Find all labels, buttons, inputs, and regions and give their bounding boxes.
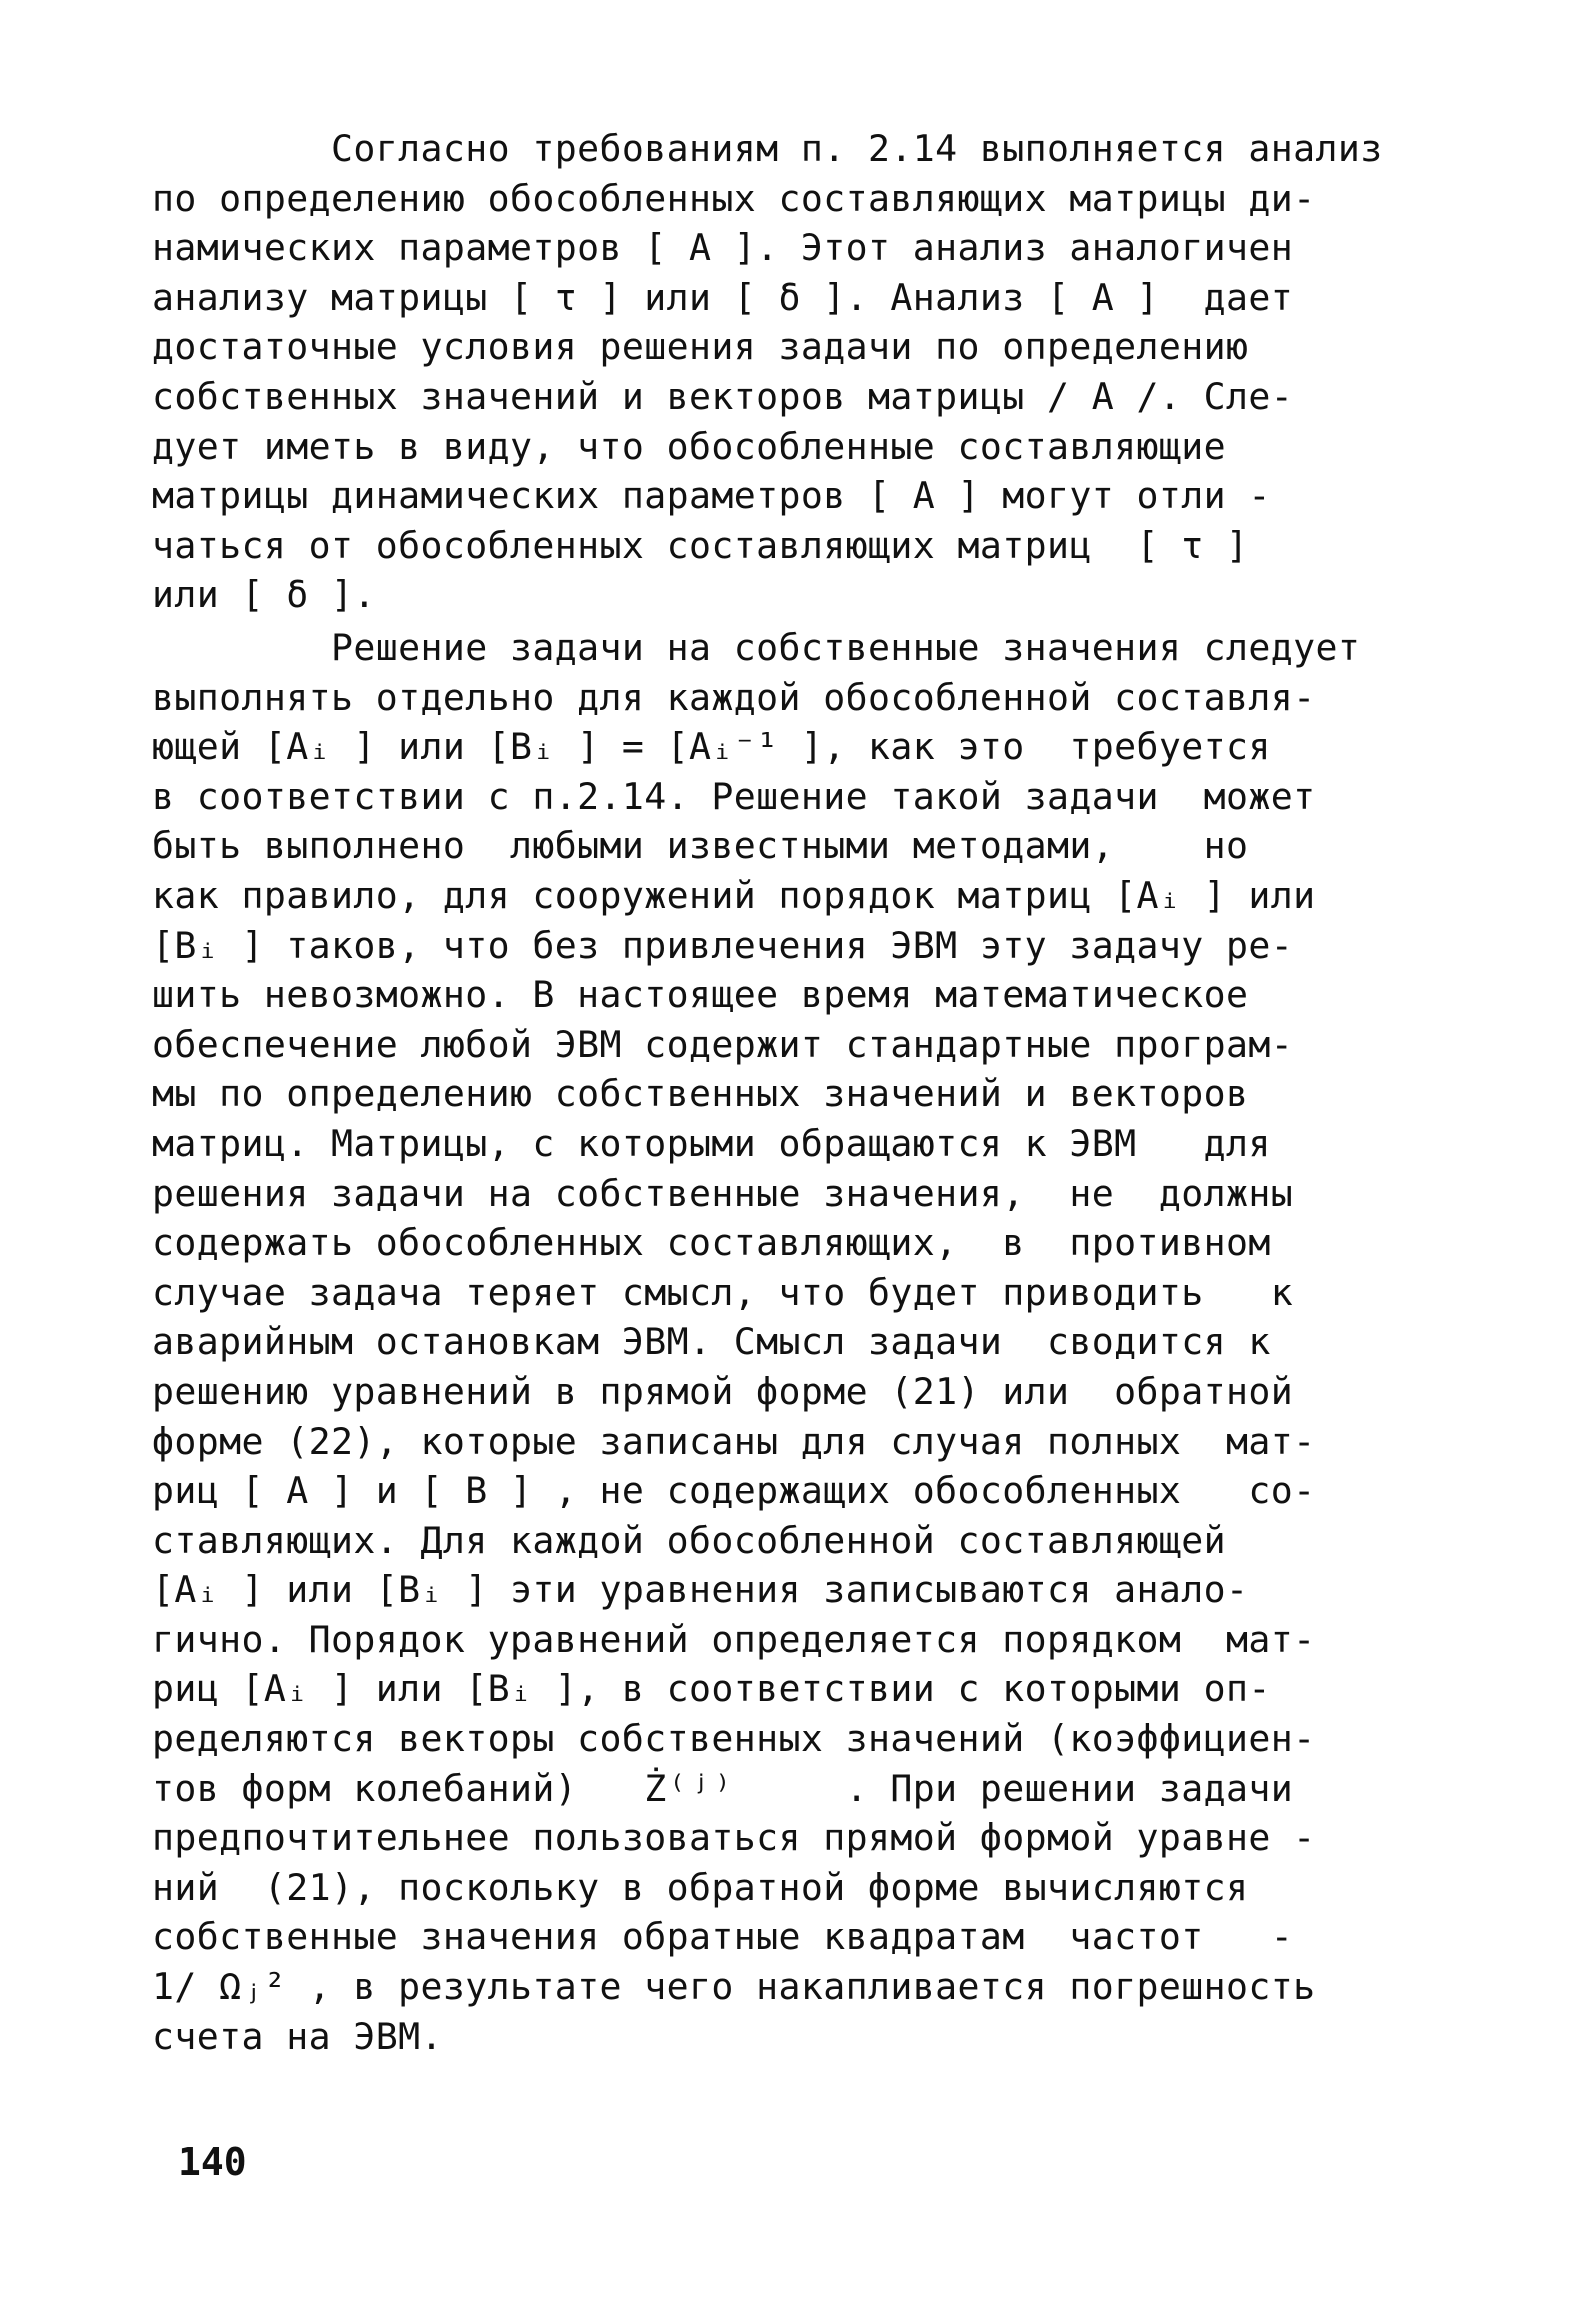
text-line: выполнять отдельно для каждой обособленной составля- [152, 675, 1316, 719]
text-line: риц [Aᵢ ] или [Bᵢ ], в соответствии с которыми оп- [152, 1667, 1271, 1711]
page-number: 140 [178, 2140, 247, 2184]
text-line: аварийным остановкам ЭВМ. Смысл задачи сводится к [152, 1320, 1271, 1364]
text-line: форме (22), которые записаны для случая полных мат- [152, 1419, 1316, 1463]
text-line: намических параметров [ A ]. Этот анализ аналогичен [152, 226, 1294, 270]
paragraph-2 [152, 623, 1462, 2061]
text-line: мы по определению собственных значений и векторов [152, 1072, 1249, 1116]
text-line: чаться от обособленных составляющих матриц [ τ ] [152, 523, 1249, 567]
text-line: [Bᵢ ] таков, что без привлечения ЭВМ эту задачу ре- [152, 923, 1294, 967]
paragraph-1 [152, 124, 1462, 620]
text-line: по определению обособленных составляющих матрицы ди- [152, 176, 1316, 220]
text-line: ределяются векторы собственных значений (коэффициен- [152, 1717, 1316, 1761]
text-line: шить невозможно. В настоящее время математическое [152, 973, 1249, 1017]
text-line: матрицы динамических параметров [ A ] могут отли - [152, 474, 1271, 518]
text-line: риц [ A ] и [ B ] , не содержащих обособленных со- [152, 1469, 1316, 1513]
text-line: содержать обособленных составляющих, в противном [152, 1221, 1271, 1265]
text-line: ний (21), поскольку в обратной форме вычисляются [152, 1865, 1249, 1909]
text-line: Решение задачи на собственные значения следует [152, 626, 1361, 669]
text-line: Согласно требованиям п. 2.14 выполняется анализ [152, 127, 1383, 170]
text-line: или [ δ ]. [152, 573, 376, 617]
text-line: как правило, для сооружений порядок матриц [Aᵢ ] или [152, 873, 1316, 917]
text-line: тов форм колебаний) Ż⁽ʲ⁾ . При решении задачи [152, 1766, 1294, 1810]
text-line: достаточные условия решения задачи по определению [152, 325, 1249, 369]
text-line: ющей [Aᵢ ] или [Bᵢ ] = [Aᵢ⁻¹ ], как это требуется [152, 725, 1271, 769]
text-line: решения задачи на собственные значения, не должны [152, 1171, 1294, 1215]
text-line: обеспечение любой ЭВМ содержит стандартные програм- [152, 1022, 1294, 1066]
text-line: матриц. Матрицы, с которыми обращаются к ЭВМ для [152, 1121, 1271, 1165]
text-line: быть выполнено любыми известными методами, но [152, 824, 1249, 868]
text-line: собственных значений и векторов матрицы / A /. Сле- [152, 374, 1294, 418]
text-line: предпочтительнее пользоваться прямой формой уравне - [152, 1816, 1316, 1860]
text-line: собственные значения обратные квадратам частот - [152, 1915, 1294, 1959]
text-line: счета на ЭВМ. [152, 2014, 443, 2058]
text-line: дует иметь в виду, что обособленные составляющие [152, 424, 1226, 468]
text-line: ставляющих. Для каждой обособленной составляющей [152, 1518, 1226, 1562]
text-line: решению уравнений в прямой форме (21) или обратной [152, 1369, 1294, 1413]
text-line: в соответствии с п.2.14. Решение такой задачи может [152, 774, 1316, 818]
text-line: 1/ Ωⱼ² , в результате чего накапливается погрешность [152, 1965, 1316, 2009]
text-line: случае задача теряет смысл, что будет приводить к [152, 1270, 1294, 1314]
text-line: анализу матрицы [ τ ] или [ δ ]. Анализ [ A ] дает [152, 275, 1294, 319]
text-line: [Aᵢ ] или [Bᵢ ] эти уравнения записываются анало- [152, 1568, 1249, 1612]
text-line: гично. Порядок уравнений определяется порядком мат- [152, 1617, 1316, 1661]
